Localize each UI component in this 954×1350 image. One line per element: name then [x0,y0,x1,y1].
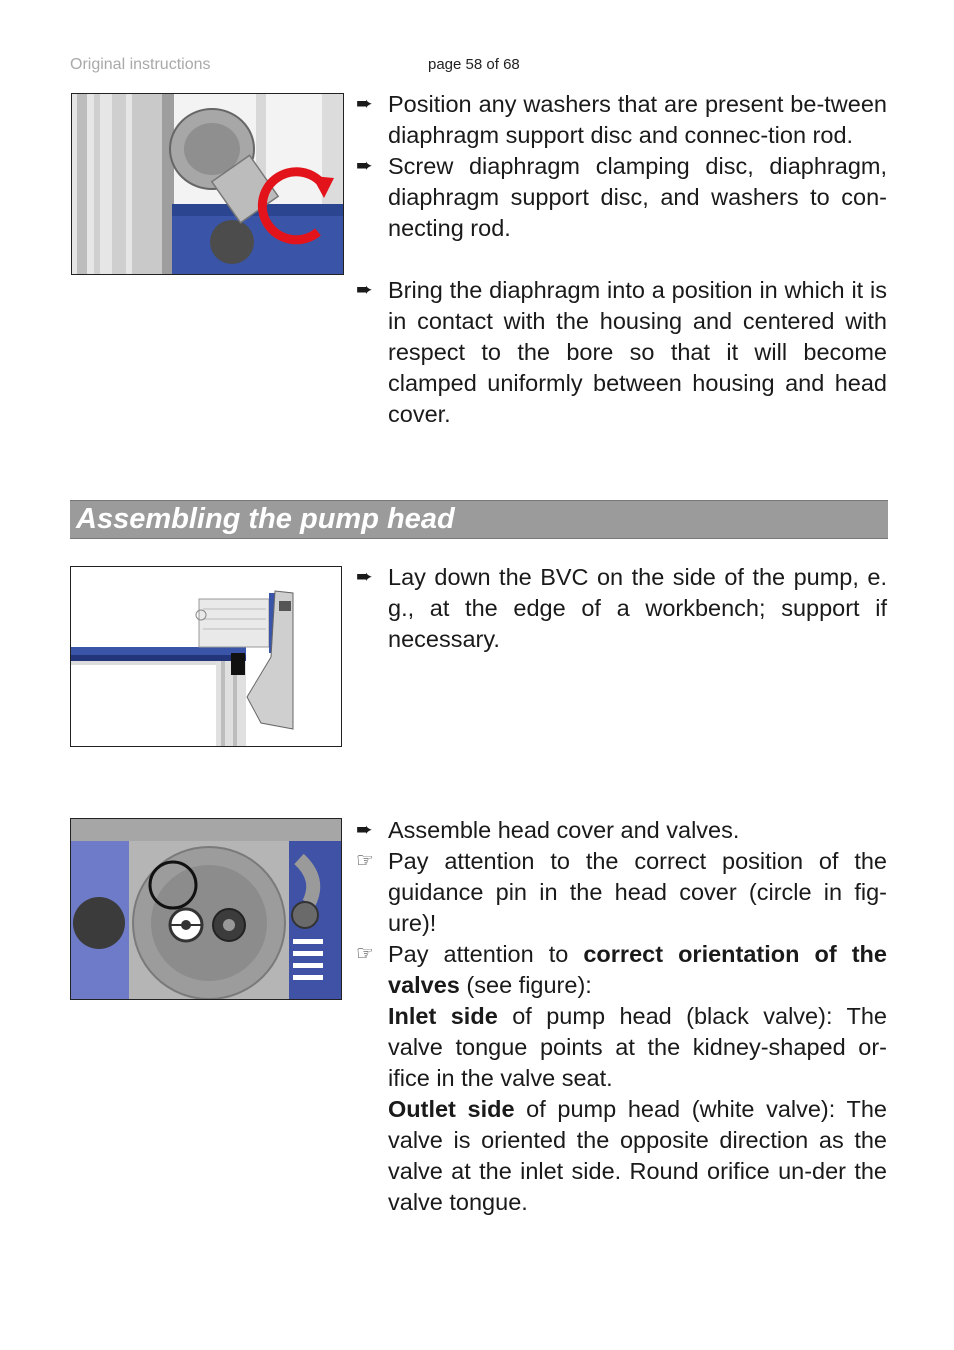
header-page-number: page 58 of 68 [428,56,520,73]
note-item [356,846,887,939]
instruction-item [356,815,887,846]
arrow-icon: ➨ [356,93,373,115]
outlet-side-text: of pump head (white valve): The valve is oriented the opposite direction as the valve at the inlet side. Round orifice un-der the valve tongue. [388,1096,887,1215]
instruction-item [356,275,887,430]
instruction-text: Position any washers that are present be-tween diaphragm support disc and connec-tion rod. [388,91,887,148]
figure-diaphragm-screw [71,93,344,275]
inlet-side-text: of pump head (black valve): The valve tongue points at the kidney-shaped or-ifice in the valve seat. [388,1003,887,1091]
outlet-side-label: Outlet side [388,1096,515,1122]
figure-bvc-on-side [70,566,342,747]
arrow-icon: ➨ [356,819,373,841]
arrow-icon: ➨ [356,155,373,177]
note-text [388,939,887,1001]
instruction-text: Screw diaphragm clamping disc, diaphragm, diaphragm support disc, and washers to con-necting rod. [388,153,887,241]
instruction-text: Bring the diaphragm into a position in which it is in contact with the housing and centered with respect to the bore so that it will become clamped uniformly between housing and head cover. [388,277,887,427]
instruction-text: Assemble head cover and valves. [388,817,740,843]
pointing-hand-icon: ☞ [356,943,374,965]
arrow-icon: ➨ [356,566,373,588]
instructions-block-2 [356,562,887,655]
instructions-block-1 [356,89,887,430]
section-title: Assembling the pump head [76,503,455,535]
instruction-item [356,562,887,655]
note-text-pre: Pay attention to [388,941,584,967]
note-text-post: (see figure): [459,972,592,998]
figure-head-cover-valves [70,818,342,1000]
inlet-side-paragraph [388,1001,887,1094]
instruction-item [356,89,887,151]
note-text-emphasis: correct orientation of the valves [388,941,887,998]
arrow-icon: ➨ [356,279,373,301]
section-header-bar [70,500,888,539]
instructions-block-3 [356,815,887,1218]
pointing-hand-icon: ☞ [356,850,374,872]
header-doc-label: Original instructions [70,56,211,73]
note-item [356,939,887,1001]
outlet-side-paragraph [388,1094,887,1218]
note-text: Pay attention to the correct position of the guidance pin in the head cover (circle in fig-ure)! [388,848,887,936]
instruction-text: Lay down the BVC on the side of the pump, e. g., at the edge of a workbench; support if necessary. [388,564,887,652]
instruction-item [356,151,887,244]
inlet-side-label: Inlet side [388,1003,498,1029]
